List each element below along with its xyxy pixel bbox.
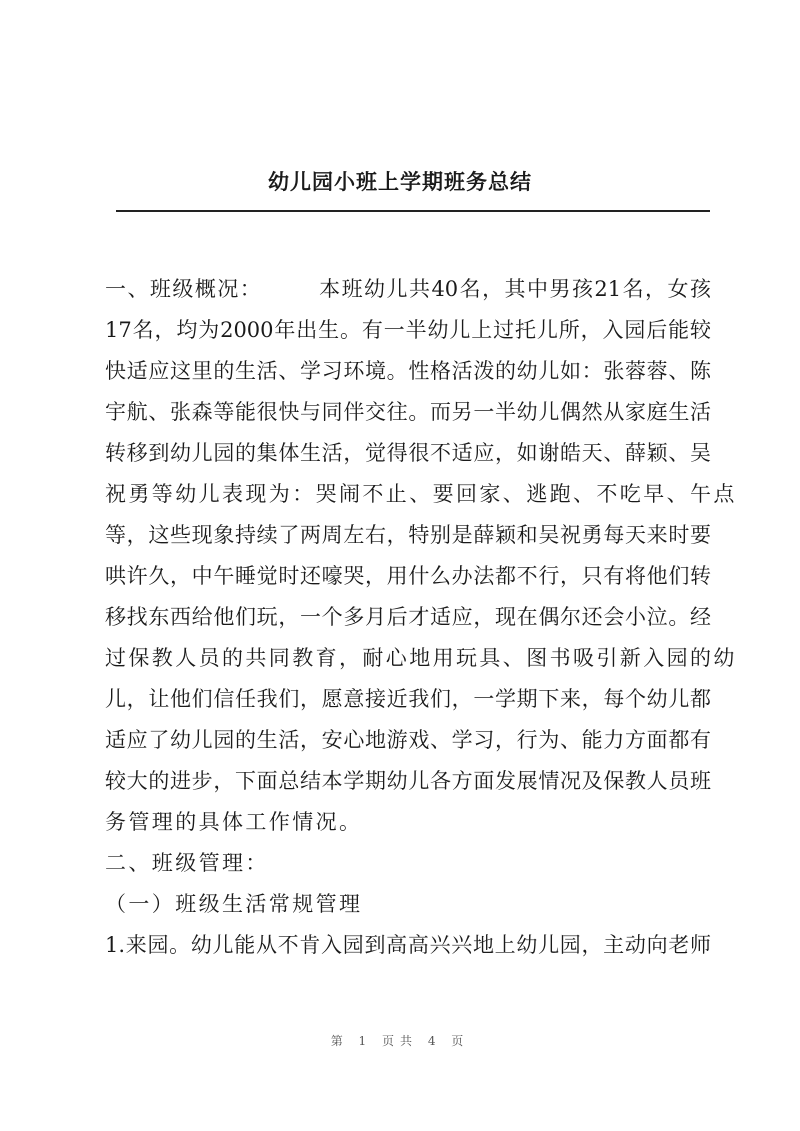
page-title: 幼儿园小班上学期班务总结 [268, 170, 532, 194]
body-line-5: 转移到幼儿园的集体生活，觉得很不适应，如谢皓天、薛颖、吴 [105, 441, 711, 465]
body-line-11: 儿，让他们信任我们，愿意接近我们，一学期下来，每个幼儿都 [105, 687, 711, 711]
body-line-2: 17名，均为2000年出生。有一半幼儿上过托儿所，入园后能较 [105, 318, 711, 342]
section-heading-class-management: 二、班级管理： [105, 851, 269, 875]
body-line-6: 祝勇等幼儿表现为：哭闹不止、要回家、逃跑、不吃早、午点 [105, 482, 737, 506]
body-line-3: 快适应这里的生活、学习环境。性格活泼的幼儿如：张蓉蓉、陈 [105, 359, 711, 383]
body-line-9: 移找东西给他们玩，一个多月后才适应，现在偶尔还会小泣。经 [105, 605, 711, 629]
body-line-arrival: 1.来园。幼儿能从不肯入园到高高兴兴地上幼儿园，主动向老师 [105, 933, 711, 957]
body-line-12: 适应了幼儿园的生活，安心地游戏、学习，行为、能力方面都有 [105, 728, 711, 752]
body-line-13: 较大的进步，下面总结本学期幼儿各方面发展情况及保教人员班 [105, 769, 711, 793]
body-line-1: 一、班级概况： 本班幼儿共40名，其中男孩21名，女孩 [105, 277, 711, 301]
body-line-4: 宇航、张森等能很快与同伴交往。而另一半幼儿偶然从家庭生活 [105, 400, 711, 424]
body-line-8: 哄许久，中午睡觉时还嚎哭，用什么办法都不行，只有将他们转 [105, 564, 711, 588]
page-number-footer: 第 1 页共 4 页 [330, 1034, 470, 1048]
body-line-10: 过保教人员的共同教育，耐心地用玩具、图书吸引新入园的幼 [105, 646, 737, 670]
body-line-14: 务管理的具体工作情况。 [105, 810, 363, 834]
title-divider [116, 210, 710, 212]
subsection-heading-routine: （一）班级生活常规管理 [105, 892, 363, 916]
body-line-7: 等，这些现象持续了两周左右，特别是薛颖和吴祝勇每天来时要 [105, 523, 711, 547]
